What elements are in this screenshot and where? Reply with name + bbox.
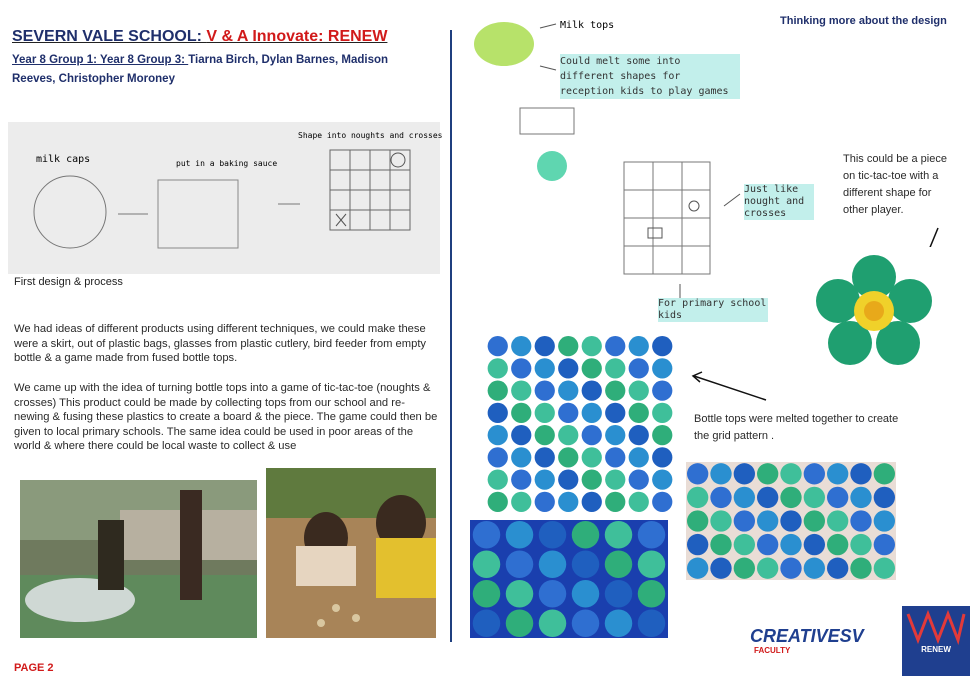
bottle-top: [629, 381, 649, 401]
renew-logo: [902, 606, 970, 676]
bottle-top: [582, 492, 602, 512]
bottle-top: [710, 510, 731, 531]
bottle-top: [558, 381, 578, 401]
bottle-top: [652, 470, 672, 490]
bottle-top: [850, 510, 871, 531]
page-title: [12, 28, 387, 46]
bottle-top: [572, 551, 600, 579]
first-design-sketch: [8, 122, 443, 274]
bottle-top: [582, 403, 602, 423]
bottle-top: [734, 558, 755, 579]
bottle-top: [582, 447, 602, 467]
bottle-top: [757, 463, 778, 484]
group-members: [12, 51, 432, 89]
bottle-top: [734, 487, 755, 508]
bottle-top: [710, 487, 731, 508]
bottle-top: [539, 580, 567, 608]
bottle-top: [687, 558, 708, 579]
bottle-top: [827, 463, 848, 484]
bottle-top: [734, 463, 755, 484]
bottle-top: [652, 336, 672, 356]
bottle-top: [582, 336, 602, 356]
bottle-top: [582, 381, 602, 401]
bottle-top: [572, 521, 600, 549]
bottle-top: [757, 558, 778, 579]
bottle-top: [605, 447, 625, 467]
bottle-top: [874, 510, 895, 531]
bottle-top: [687, 510, 708, 531]
bottle-top: [874, 558, 895, 579]
bottle-top: [511, 425, 531, 445]
first-design-caption: First design & process: [14, 276, 123, 288]
bottle-top: [488, 447, 508, 467]
bottle-top: [511, 358, 531, 378]
bottle-top: [506, 521, 534, 549]
bottle-top: [605, 425, 625, 445]
bottle-top: [850, 534, 871, 555]
bottle-top: [488, 425, 508, 445]
bottle-top: [687, 487, 708, 508]
children-playing-photo: [266, 468, 436, 638]
bottle-top: [605, 551, 633, 579]
bottle-top: [539, 610, 567, 638]
bottle-top: [605, 470, 625, 490]
bottle-top: [558, 447, 578, 467]
bottle-top: [652, 358, 672, 378]
ideas-paragraph: We had ideas of different products using different techniques, we could make these were a skirt, out of plastic bags, glasses from plastic cutlery, bird feeder from empty bottle & a game made from fused bottle tops.: [14, 323, 427, 365]
bottle-top: [488, 336, 508, 356]
bottle-top: [535, 358, 555, 378]
bottle-top: [511, 336, 531, 356]
column-divider: [450, 30, 452, 642]
bottle-top: [652, 381, 672, 401]
bottle-top: [535, 403, 555, 423]
renew-logo-text: RENEW: [921, 645, 951, 654]
bottle-top: [804, 463, 825, 484]
bottle-top: [572, 580, 600, 608]
bottle-top: [582, 425, 602, 445]
sketch-label-2: put in a baking sauce: [176, 159, 278, 168]
bottle-top: [780, 487, 801, 508]
bottle-top: [558, 470, 578, 490]
bottle-top: [710, 463, 731, 484]
group-label: Year 8 Group 1: Year 8 Group 3:: [12, 54, 189, 66]
milk-tops-label: Milk tops: [560, 20, 615, 31]
bottle-top: [652, 403, 672, 423]
bottle-top: [605, 580, 633, 608]
bottle-top: [629, 336, 649, 356]
faculty-logo-text: FACULTY: [754, 646, 791, 655]
member-names: Tiarna Birch, Dylan Barnes, Madison Reeves, Christopher Moroney: [12, 54, 389, 85]
bottle-top: [535, 336, 555, 356]
bottle-top: [558, 403, 578, 423]
bottle-top: [488, 470, 508, 490]
bottle-top: [473, 551, 501, 579]
sketch-label-3: Shape into noughts and crosses: [298, 131, 443, 140]
arrow-to-grid: [690, 370, 770, 404]
bottle-top: [638, 551, 666, 579]
grid-image-2: [470, 520, 668, 638]
sketch-label-1: milk caps: [36, 154, 91, 165]
bottle-top: [488, 358, 508, 378]
bottle-top: [629, 358, 649, 378]
bottle-top: [804, 534, 825, 555]
bottle-top: [638, 580, 666, 608]
bottle-top: [488, 381, 508, 401]
bottle-top: [638, 521, 666, 549]
bottle-top: [827, 558, 848, 579]
flower-image: [806, 247, 942, 375]
bottle-top: [804, 510, 825, 531]
school-name: SEVERN VALE SCHOOL:: [12, 28, 207, 45]
bottle-top: [780, 558, 801, 579]
bottle-top: [850, 463, 871, 484]
bottle-top: [582, 470, 602, 490]
children-photo-image: [266, 468, 436, 638]
bottle-top: [874, 534, 895, 555]
bottle-top: [652, 425, 672, 445]
waste-collection-photo: [20, 480, 257, 638]
bottle-top: [558, 358, 578, 378]
bottle-top: [511, 403, 531, 423]
bottle-top: [511, 447, 531, 467]
melted-note: Bottle tops were melted together to create the grid pattern .: [694, 413, 899, 442]
bottle-top: [506, 610, 534, 638]
bottle-top: [652, 492, 672, 512]
bottle-top: [827, 534, 848, 555]
bottle-top: [734, 510, 755, 531]
grid-image-1: [486, 335, 674, 513]
bottle-top: [780, 510, 801, 531]
concept-paragraph: We came up with the idea of turning bottle tops into a game of tic-tac-toe (noughts & crosses) This product could be made by collecting tops from our school and re-newing & fusing these plastics to create a board & the piece. The game could then be given to local primary schools. The same idea could be used in poor areas of the world & where there could be local waste to collect & use: [14, 382, 438, 453]
bottle-top-board-photo: [686, 462, 896, 580]
bottle-top: [827, 510, 848, 531]
bottle-top: [605, 403, 625, 423]
bottle-top-grid-photo: [486, 335, 674, 513]
bottle-top: [780, 534, 801, 555]
sketch-drawing: [8, 122, 443, 274]
bottle-top: [605, 610, 633, 638]
bottle-top: [473, 521, 501, 549]
bottle-top: [605, 381, 625, 401]
bottle-top: [629, 447, 649, 467]
bottle-top: [506, 551, 534, 579]
bottle-top: [687, 534, 708, 555]
renew-logo-mark: [902, 606, 970, 646]
flower-piece-photo: [806, 247, 942, 375]
bottle-top: [535, 425, 555, 445]
bottle-top: [687, 463, 708, 484]
bottle-top: [539, 551, 567, 579]
page-number: PAGE 2: [14, 662, 54, 674]
bottle-top: [511, 492, 531, 512]
primary-note: For primary school kids: [658, 298, 767, 321]
bottle-top: [535, 470, 555, 490]
bottle-top: [629, 470, 649, 490]
bottle-top: [488, 403, 508, 423]
bottle-top: [506, 580, 534, 608]
bottle-top: [874, 463, 895, 484]
bottle-top: [757, 487, 778, 508]
bottle-top: [511, 381, 531, 401]
waste-photo-image: [20, 480, 257, 638]
bottle-top: [558, 492, 578, 512]
project-name: V & A Innovate: RENEW: [206, 28, 388, 45]
bottle-top: [535, 381, 555, 401]
bottle-top: [850, 558, 871, 579]
bottle-top: [804, 487, 825, 508]
bottle-top: [780, 463, 801, 484]
design-sketch-right: [468, 8, 805, 328]
bottle-top: [473, 610, 501, 638]
bottle-top: [539, 521, 567, 549]
bottle-top: [582, 358, 602, 378]
shapes-note: Could melt some into different shapes for reception kids to play games: [560, 54, 740, 99]
bottle-top: [629, 492, 649, 512]
bottle-top: [804, 558, 825, 579]
creative-logo-text: CREATIVESV: [750, 626, 864, 646]
bottle-top: [710, 534, 731, 555]
bottle-top: [605, 521, 633, 549]
bottle-top: [757, 534, 778, 555]
bottle-top: [629, 403, 649, 423]
bottle-top: [874, 487, 895, 508]
bottle-top: [605, 492, 625, 512]
noughts-note: Just like nought and crosses: [744, 184, 814, 220]
bottle-top: [710, 558, 731, 579]
bottle-top: [605, 336, 625, 356]
bottle-top: [535, 447, 555, 467]
bottle-top: [850, 487, 871, 508]
grid-image-3: [686, 462, 896, 580]
bottle-top: [488, 492, 508, 512]
right-heading: Thinking more about the design: [780, 15, 947, 27]
bottle-top: [652, 447, 672, 467]
bottle-top: [558, 425, 578, 445]
bottle-top: [605, 358, 625, 378]
sketch-right-drawing: [468, 8, 805, 328]
bottle-top: [558, 336, 578, 356]
bottle-top: [734, 534, 755, 555]
bottle-top: [757, 510, 778, 531]
bottle-top-closeup-photo: [470, 520, 668, 638]
bottle-top: [572, 610, 600, 638]
bottle-top: [638, 610, 666, 638]
bottle-top: [511, 470, 531, 490]
bottle-top: [827, 487, 848, 508]
bottle-top: [473, 580, 501, 608]
bottle-top: [535, 492, 555, 512]
piece-note: This could be a piece on tic-tac-toe with a different shape for other player.: [843, 153, 947, 216]
bottle-top: [629, 425, 649, 445]
